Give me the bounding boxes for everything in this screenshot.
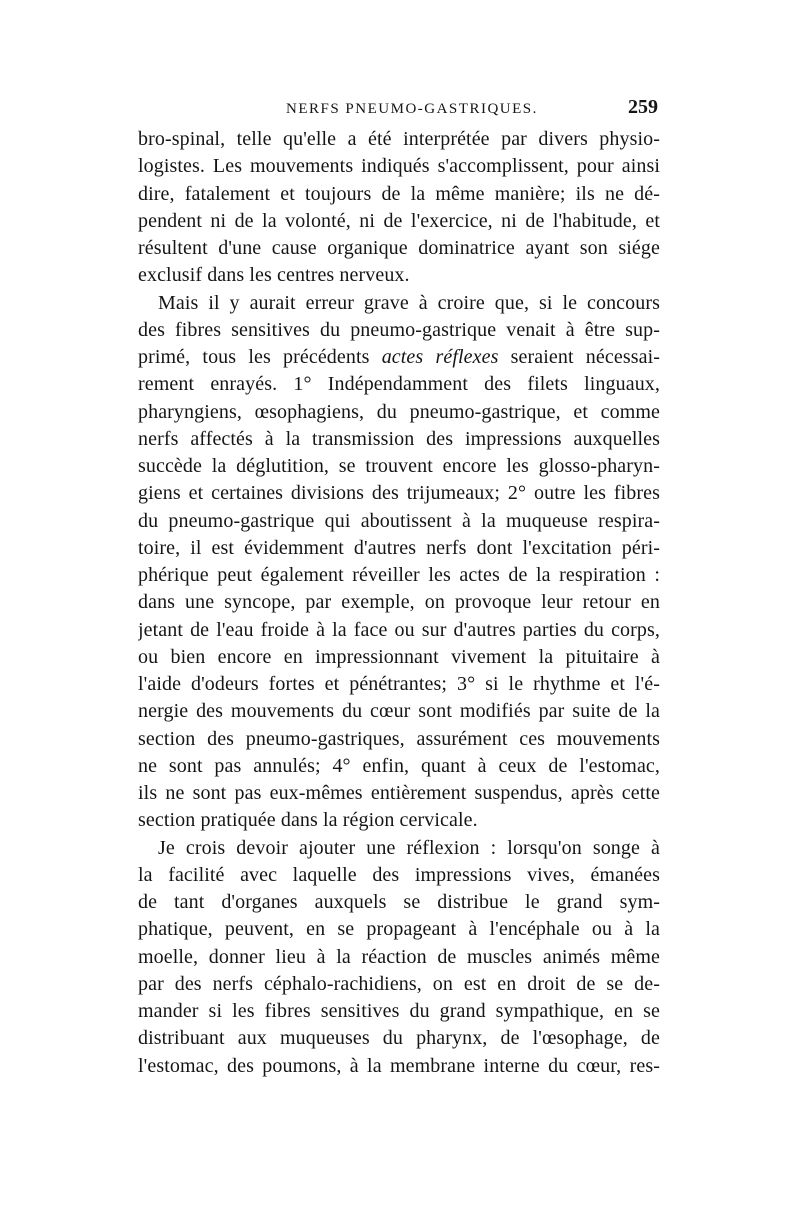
text-line: des fibres sensitives du pneumo-gastrique venait à être sup-: [138, 318, 660, 341]
running-head: [138, 96, 658, 124]
text-line: dans une syncope, par exemple, on provoque leur retour en: [138, 591, 660, 614]
text-line: phatique, peuvent, en se propageant à l'encéphale ou à la: [138, 918, 660, 941]
text-line: bro-spinal, telle qu'elle a été interprétée par divers physio-: [138, 128, 660, 150]
text-line: mander si les fibres sensitives du grand sympathique, en se: [138, 1000, 660, 1022]
paragraph-start-line: Mais il y aurait erreur grave à croire que, si le concours: [158, 291, 660, 314]
text-line: toire, il est évidemment d'autres nerfs dont l'excitation péri-: [138, 536, 660, 559]
text-fragment: primé, tous les précédents: [138, 346, 370, 368]
text-line: pendent ni de la volonté, ni de l'exercice, ni de l'habitude, et: [138, 209, 660, 232]
text-line: ne sont pas annulés; 4° enfin, quant à ceux de l'estomac,: [138, 754, 660, 777]
text-line: du pneumo-gastrique qui aboutissent à la muqueuse respira-: [138, 509, 660, 532]
text-line: distribuant aux muqueuses du pharynx, de l'œsophage, de: [138, 1027, 660, 1050]
text-line: giens et certaines divisions des trijumeaux; 2° outre les fibres: [138, 482, 660, 505]
text-line: exclusif dans les centres nerveux.: [138, 264, 410, 287]
text-line: section pratiquée dans la région cervicale.: [138, 809, 478, 832]
text-line: succède la déglutition, se trouvent encore les glosso-pharyn-: [138, 455, 660, 477]
italic-phrase: actes réflexes: [381, 346, 499, 368]
text-line: moelle, donner lieu à la réaction de muscles animés même: [138, 945, 660, 968]
body-text: [138, 126, 660, 1077]
text-line: nerfs affectés à la transmission des impressions auxquelles: [138, 427, 660, 450]
text-line: par des nerfs céphalo-rachidiens, on est en droit de se de-: [138, 972, 660, 995]
text-line: l'aide d'odeurs fortes et pénétrantes; 3° si le rhythme et l'é-: [138, 673, 660, 695]
text-line: pharyngiens, œsophagiens, du pneumo-gastrique, et comme: [138, 400, 660, 423]
text-line: logistes. Les mouvements indiqués s'accomplissent, pour ainsi: [138, 155, 660, 178]
running-title: NERFS PNEUMO-GASTRIQUES.: [286, 101, 538, 117]
text-line: la facilité avec laquelle des impressions vives, émanées: [138, 863, 660, 886]
text-line: phérique peut également réveiller les actes de la respiration :: [138, 564, 660, 586]
text-line: nergie des mouvements du cœur sont modifiés par suite de la: [138, 700, 660, 723]
text-fragment: seraient nécessai-: [510, 346, 660, 368]
text-line: de tant d'organes auxquels se distribue le grand sym-: [138, 891, 660, 913]
text-line: jetant de l'eau froide à la face ou sur d'autres parties du corps,: [138, 618, 660, 641]
paragraph-start-line: Je crois devoir ajouter une réflexion : lorsqu'on songe à: [158, 836, 660, 859]
page-number: 259: [628, 96, 658, 118]
text-line: ils ne sont pas eux-mêmes entièrement suspendus, après cette: [138, 782, 660, 804]
text-line: l'estomac, des poumons, à la membrane interne du cœur, res-: [138, 1054, 660, 1077]
text-line-with-italic: [138, 344, 660, 371]
text-line: dire, fatalement et toujours de la même manière; ils ne dé-: [138, 182, 660, 205]
text-line: ou bien encore en impressionnant vivement la pituitaire à: [138, 645, 660, 668]
text-line: résultent d'une cause organique dominatrice ayant son siége: [138, 237, 660, 259]
text-line: section des pneumo-gastriques, assurément ces mouvements: [138, 727, 660, 750]
text-line: rement enrayés. 1° Indépendamment des filets linguaux,: [138, 373, 660, 396]
